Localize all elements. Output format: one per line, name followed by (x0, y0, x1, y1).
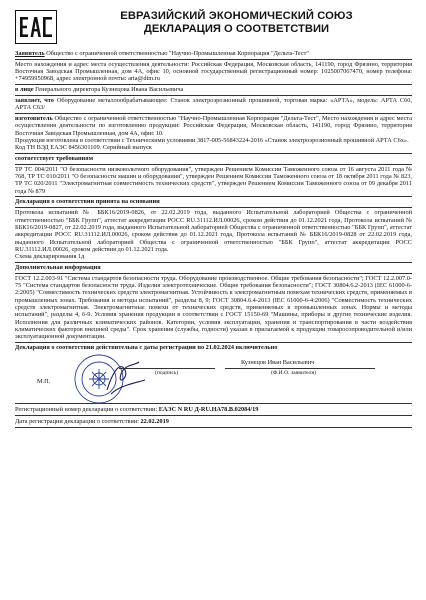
product-description: Оборудование металлообрабатывающее: Станок электроэрозионный прошивной, торговая марка: «АРТА», модель: АРТА С60, АРТА С63/ (15, 96, 412, 112)
declares-line (15, 97, 412, 112)
signatory-name: Кузнецов Иван Васильевич (241, 358, 315, 366)
additional-text: ГОСТ 12.2.003-91 "Система стандартов безопасности труда. Оборудование производственное. Общие требования безопасности"; ГОСТ 12.2.007.0-75 "Система стандартов безопасности труда. Изделия электротехнические. Общие требования безопасности"; ГОСТ 30804.6.2-2013 (IEC 61000-6-2:2005) "Совместимость технических средств электромагнитная. Устойчивость к электромагнитным помехам технических средств, применяемых в промышленных зонах. Требования и методы испытаний", разделы 8, 9; ГОСТ 30804.6.4-2013 (IEC 61000-6-4:2006) "Совместимость технических средств электромагнитная. Электромагнитные помехи от технических средств, применяемых в промышленных зонах. Нормы и методы испытаний", разделы 4, 6-9. Условия хранения продукции в соответствии с ГОСТ 15150-69 "Машины, приборы и другие технические изделия. Исполнения для различных климатических районов. Категории, условия эксплуатации, хранения и транспортирования в части воздействия климатических факторов внешней среды". Срок хранения (службы, годности) указан в прилагаемой к продукции товаросопроводительной и/или эксплуатационной документации. (15, 274, 412, 341)
applicant-label: Заявитель (15, 50, 45, 57)
signature-area (15, 354, 412, 402)
union-title: ЕВРАЗИЙСКИЙ ЭКОНОМИЧЕСКИЙ СОЮЗ (120, 10, 353, 22)
seal-mark: М.П. (37, 377, 51, 385)
divider (15, 164, 412, 165)
document-header (15, 8, 412, 50)
divider (15, 207, 412, 208)
requirements-text: ТР ТС 004/2011 "О безопасности низковольтного оборудования", утвержден Решением Комиссии Таможенного союза от 16 августа 2011 года № 768, ТР ТС 010/2011 "О безопасности машин и оборудования", утвержден Решением Комиссии Таможенного союза от 18 октября 2011 года № 823, ТР ТС 020/2011 "Электромагнитная совместимость технических средств", утвержден Решением Комиссии Таможенного союза от 09 декабря 2011 года № 879 (15, 165, 412, 195)
divider (15, 84, 412, 85)
divider (15, 273, 412, 274)
signature-line (119, 368, 215, 369)
production-standard: Продукция изготовлена в соответствии с Техническими условиями 3817-005-56843224-2016 «Станок электроэрозионный прошивной АРТА С6х». (15, 136, 409, 144)
additional-label: Дополнительная информация (15, 263, 101, 271)
declaration-body (15, 50, 412, 352)
divider (15, 427, 412, 428)
manufacturer-label: изготовитель (15, 114, 53, 122)
registration-date-line (15, 417, 412, 426)
manufacturer-value: Общество с ограниченной ответственностью "Научно-Промышленная Корпорация "Дельта-Тест", Место нахождения и адрес места осуществления деятельности по изготовлению продукции: Российская Федерация, Московская область, 141190, город Фрязино, территория Восточная Заводская Промышленная, дом 4А, офис 10. (15, 114, 413, 137)
product-code: Код ТН ВЭД ЕАЭС 8456301109. Серийный выпуск (15, 144, 152, 152)
manufacturer-line (15, 115, 412, 137)
person-label: в лице (15, 86, 34, 94)
divider (15, 95, 412, 96)
person-line (15, 86, 412, 93)
divider (15, 153, 412, 154)
eac-logo (15, 10, 57, 44)
basis-label: Декларация о соответствии принята на основании (15, 198, 160, 206)
applicant-name-caption: (Ф.И.О. заявителя) (271, 369, 317, 376)
basis-text: Протокола испытаний № ББК16/2019-0826, от 22.02.2019 года, выданного Испытательной лабораторией Общества с ограниченной ответственностью "ББК Групп", аттестат аккредитации РОСС RU.31112.ИЛ.00026, сроком действия до 01.12.2021 года, Протокола испытаний № ББК16/2019-0827, от 22.02.2019 года, выданного Испытательной лабораторией Общества с ограниченной ответственностью "ББК Групп", аттестат аккредитации РОСС RU.31112.ИЛ.00026, сроком действия до 01.12.2021 года, Протокола испытаний № ББК16/2019-0828 от 22.02.2019 года, выданного Испытательной лабораторией Общества с ограниченной ответственностью "ББК Групп", аттестат аккредитации РОСС RU.31112.ИЛ.00026, сроком действия до 01.12.2021 года. (15, 209, 412, 253)
divider (15, 196, 412, 197)
applicant-address: Место нахождения и адрес места осуществления деятельности: Российская Федерация, Московская область, 141190, город Фрязино, территория Восточная Заводская Промышленная, дом 4А, офис 10, основной государственный регистрационный номер: 1025007067470, номер телефона: +74959950968, адрес электронной почты: arta@dtm.ru (15, 60, 412, 83)
requirements-label: соответствует требованиям (15, 155, 93, 162)
registration-number-label: Регистрационный номер декларации о соответствии: (15, 405, 158, 413)
divider (15, 342, 412, 343)
divider (15, 262, 412, 263)
registration-date: 22.02.2019 (140, 418, 169, 426)
applicant-name: Общество с ограниченной ответственностью "Научно-Промышленная Корпорация "Дельта-Тест" (46, 50, 309, 57)
declares-label: заявляет, что (15, 96, 54, 104)
divider (15, 113, 412, 114)
scheme-text: Схема декларирования 1д (15, 253, 85, 261)
person-value: Генерального директора Кузнецова Ивана Васильевича (35, 86, 184, 94)
company-stamp (59, 350, 149, 408)
declaration-title: ДЕКЛАРАЦИЯ О СООТВЕТСТВИИ (143, 23, 330, 35)
signature-caption: (подпись) (155, 369, 179, 376)
registration-number: ЕАЭС N RU Д-RU.НА78.В.02084/19 (158, 405, 259, 413)
validity-text: Декларация о соответствии действительна с даты регистрации по 21.02.2024 включительно (15, 344, 278, 352)
divider (15, 59, 412, 60)
registration-date-label: Дата регистрации декларации о соответствии: (15, 418, 139, 426)
divider (15, 415, 412, 416)
applicant-line (15, 50, 412, 57)
name-line (225, 368, 375, 369)
title-block (57, 8, 412, 35)
